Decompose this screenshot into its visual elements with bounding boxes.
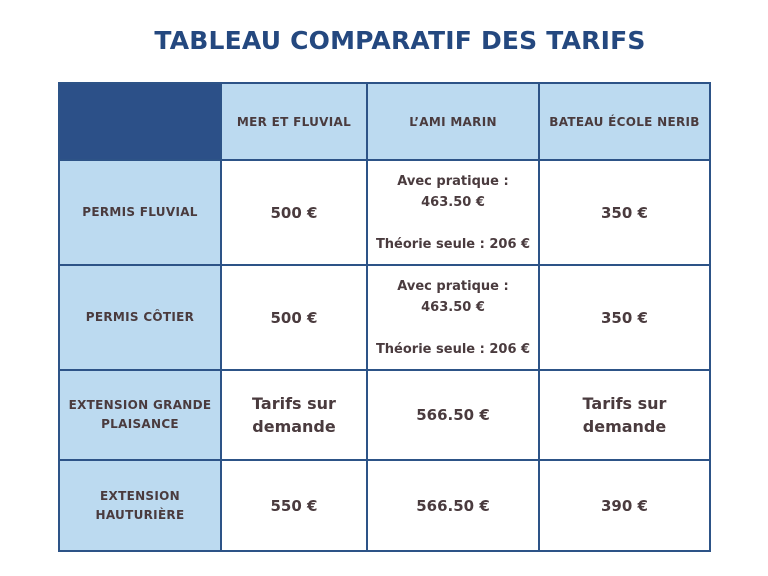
price-line: Avec pratique : — [397, 278, 509, 294]
price-line: Avec pratique : — [397, 173, 509, 189]
price-cell: 500 € — [221, 160, 367, 265]
price-line: Théorie seule : 206 € — [375, 236, 531, 252]
price-cell: 350 € — [539, 160, 710, 265]
column-header-mer-et-fluvial: MER ET FLUVIAL — [221, 83, 367, 160]
row-header-line: HAUTURIÈRE — [95, 507, 185, 522]
pricing-table — [58, 82, 711, 552]
table-row — [59, 460, 710, 551]
price-line: Théorie seule : 206 € — [375, 341, 531, 357]
row-header-extension-hauturiere — [59, 460, 221, 551]
row-header-line: EXTENSION GRANDE — [68, 398, 212, 412]
price-cell-multiline — [367, 160, 539, 265]
price-line: Tarifs sur — [582, 394, 667, 413]
row-header-extension-grande-plaisance — [59, 370, 221, 460]
price-cell: 550 € — [221, 460, 367, 551]
price-cell — [539, 370, 710, 460]
table-row — [59, 265, 710, 370]
column-header-lami-marin: L’AMI MARIN — [367, 83, 539, 160]
price-cell-multiline — [367, 265, 539, 370]
column-header-bateau-ecole-nerib: BATEAU ÉCOLE NERIB — [539, 83, 710, 160]
price-line: Tarifs sur — [252, 394, 336, 413]
price-cell — [221, 370, 367, 460]
table-row — [59, 160, 710, 265]
row-header-permis-fluvial: PERMIS FLUVIAL — [59, 160, 221, 265]
row-header-line: EXTENSION — [100, 488, 180, 503]
price-line: demande — [582, 417, 667, 436]
header-corner-cell — [59, 83, 221, 160]
table-row — [59, 370, 710, 460]
row-header-permis-cotier: PERMIS CÔTIER — [59, 265, 221, 370]
row-header-line: PLAISANCE — [101, 417, 179, 431]
price-cell: 566.50 € — [367, 370, 539, 460]
price-cell: 566.50 € — [367, 460, 539, 551]
price-cell: 350 € — [539, 265, 710, 370]
price-cell: 500 € — [221, 265, 367, 370]
price-line: 463.50 € — [421, 299, 485, 315]
page-title: TABLEAU COMPARATIF DES TARIFS — [154, 26, 646, 55]
price-line: 463.50 € — [421, 194, 485, 210]
price-cell: 390 € — [539, 460, 710, 551]
table-header-row — [59, 83, 710, 160]
price-line: demande — [252, 417, 336, 436]
